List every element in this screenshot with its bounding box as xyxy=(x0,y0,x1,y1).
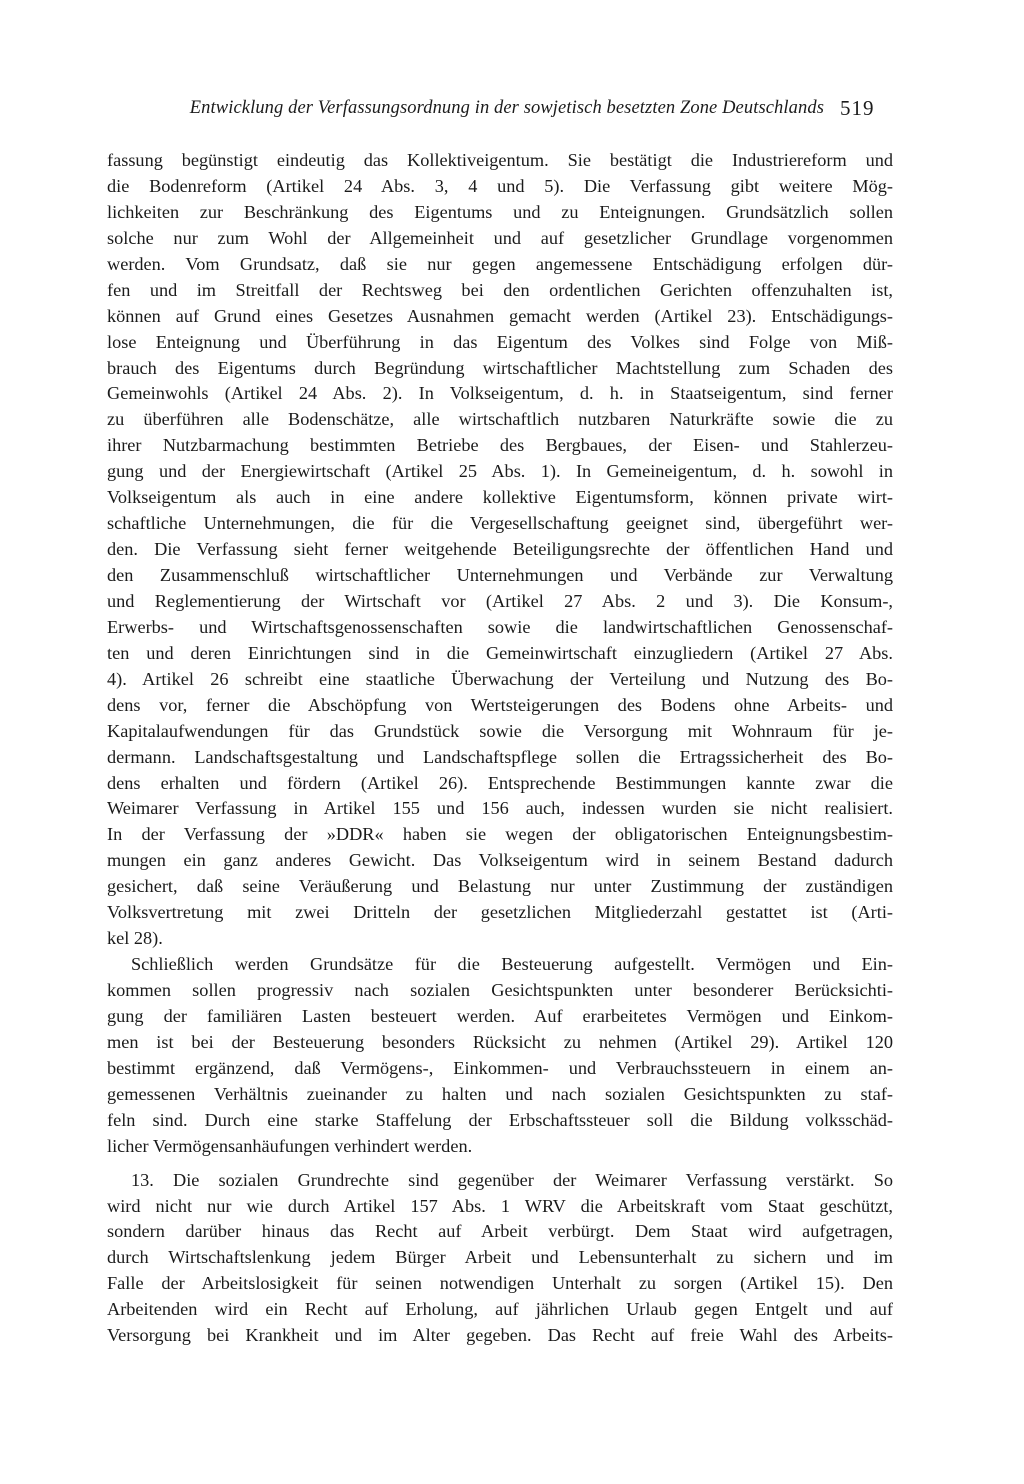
page-number: 519 xyxy=(840,96,875,120)
text-line: dens erhalten und fördern (Artikel 26). Entsprechende Bestimmungen kannte zwar die xyxy=(107,772,893,793)
text-line: gung der familiären Lasten besteuert werden. Auf erarbeitetes Vermögen und Einkom- xyxy=(107,1005,893,1026)
text-line: bestimmt ergänzend, daß Vermögens-, Einkommen- und Verbrauchssteuern in einem an- xyxy=(107,1057,893,1078)
text-line: 4). Artikel 26 schreibt eine staatliche Überwachung der Verteilung und Nutzung des Bo- xyxy=(107,668,893,689)
text-line: dens vor, ferner die Abschöpfung von Wertsteigerungen des Bodens ohne Arbeits- und xyxy=(107,694,893,715)
text-line: Volkseigentum als auch in eine andere kollektive Eigentumsform, können private wirt- xyxy=(107,487,893,508)
text-line: Gemeinwohls (Artikel 24 Abs. 2). In Volkseigentum, d. h. in Staatseigentum, sind ferner xyxy=(107,383,893,404)
body-text xyxy=(107,148,893,1349)
text-line: feln sind. Durch eine starke Staffelung der Erbschaftssteuer soll die Bildung volksschäd- xyxy=(107,1109,893,1130)
text-line: brauch des Eigentums durch Begründung wirtschaftlicher Machtstellung zum Schaden des xyxy=(107,357,893,378)
text-line: lichkeiten zur Beschränkung des Eigentums und zu Enteignungen. Grundsätzlich sollen xyxy=(107,201,893,222)
text-line: Weimarer Verfassung in Artikel 155 und 156 auch, indessen wurden sie nicht realisiert. xyxy=(107,798,893,819)
text-line: solche nur zum Wohl der Allgemeinheit und auf gesetzlicher Grundlage vorgenommen xyxy=(107,227,893,248)
text-line: mungen ein ganz anderes Gewicht. Das Volkseigentum wird in seinem Bestand dadurch xyxy=(107,850,893,871)
text-line: Volksvertretung mit zwei Dritteln der gesetzlichen Mitgliederzahl gestattet ist (Arti- xyxy=(107,902,893,923)
text-line: Arbeitenden wird ein Recht auf Erholung, auf jährlichen Urlaub gegen Entgelt und auf xyxy=(107,1299,893,1320)
text-line: können auf Grund eines Gesetzes Ausnahmen gemacht werden (Artikel 23). Entschädigungs- xyxy=(107,305,893,326)
running-title: Entwicklung der Verfassungsordnung in der sowjetisch besetzten Zone Deutschlands xyxy=(189,98,824,118)
text-line: Versorgung bei Krankheit und im Alter gegeben. Das Recht auf freie Wahl des Arbeits- xyxy=(107,1325,893,1346)
text-line: wird nicht nur wie durch Artikel 157 Abs. 1 WRV die Arbeitskraft vom Staat geschützt, xyxy=(107,1195,893,1216)
paragraph-3 xyxy=(107,1168,893,1350)
text-line: 13. Die sozialen Grundrechte sind gegenüber der Weimarer Verfassung verstärkt. So xyxy=(131,1169,893,1190)
text-line: Erwerbs- und Wirtschaftsgenossenschaften sowie die landwirtschaftlichen Genossenschaf- xyxy=(107,616,893,637)
text-line: ihrer Nutzbarmachung bestimmten Betriebe des Bergbaues, der Eisen- und Stahlerzeu- xyxy=(107,435,893,456)
text-line: die Bodenreform (Artikel 24 Abs. 3, 4 und 5). Die Verfassung gibt weitere Mög- xyxy=(107,175,893,196)
text-line: gemessenen Verhältnis zueinander zu halten und nach sozialen Gesichtspunkten zu staf- xyxy=(107,1083,893,1104)
text-line: den. Die Verfassung sieht ferner weitgehende Beteiligungsrechte der öffentlichen Hand und xyxy=(107,539,893,560)
text-line: fen und im Streitfall der Rechtsweg bei den ordentlichen Gerichten offenzuhalten ist, xyxy=(107,279,893,300)
text-line: gung und der Energiewirtschaft (Artikel 25 Abs. 1). In Gemeineigentum, d. h. sowohl in xyxy=(107,461,893,482)
text-line: kel 28). xyxy=(107,928,163,949)
text-line: licher Vermögensanhäufungen verhindert werden. xyxy=(107,1135,473,1156)
text-line: durch Wirtschaftslenkung jedem Bürger Arbeit und Lebensunterhalt zu sichern und im xyxy=(107,1247,893,1268)
paragraph-1 xyxy=(107,148,893,952)
text-line: sondern darüber hinaus das Recht auf Arbeit verbürgt. Dem Staat wird aufgetragen, xyxy=(107,1221,893,1242)
page-header xyxy=(0,96,1024,126)
text-line: Schließlich werden Grundsätze für die Besteuerung aufgestellt. Vermögen und Ein- xyxy=(131,954,893,975)
text-line: men ist bei der Besteuerung besonders Rücksicht zu nehmen (Artikel 29). Artikel 120 xyxy=(107,1031,893,1052)
text-line: den Zusammenschluß wirtschaftlicher Unternehmungen und Verbände zur Verwaltung xyxy=(107,565,893,585)
paragraph-gap xyxy=(107,1160,893,1168)
text-line: In der Verfassung der »DDR« haben sie wegen der obligatorischen Enteignungsbestim- xyxy=(107,824,893,845)
text-line: und Reglementierung der Wirtschaft vor (Artikel 27 Abs. 2 und 3). Die Konsum-, xyxy=(107,590,893,611)
paragraph-2 xyxy=(107,952,893,1160)
text-line: dermann. Landschaftsgestaltung und Landschaftspflege sollen die Ertragssicherheit des Bo- xyxy=(107,746,893,767)
text-line: kommen sollen progressiv nach sozialen Gesichtspunkten unter besonderer Berücksichti- xyxy=(107,980,893,1000)
text-line: fassung begünstigt eindeutig das Kollektiveigentum. Sie bestätigt die Industriereform und xyxy=(107,150,893,170)
text-line: schaftliche Unternehmungen, die für die Vergesellschaftung geeignet sind, übergeführt wer- xyxy=(107,513,893,534)
text-line: Kapitalaufwendungen für das Grundstück sowie die Versorgung mit Wohnraum für je- xyxy=(107,720,893,741)
text-line: werden. Vom Grundsatz, daß sie nur gegen angemessene Entschädigung erfolgen dür- xyxy=(107,253,893,274)
text-line: lose Enteignung und Überführung in das Eigentum des Volkes sind Folge von Miß- xyxy=(107,331,893,352)
text-line: gesichert, daß seine Veräußerung und Belastung nur unter Zustimmung der zuständigen xyxy=(107,876,893,897)
text-line: zu überführen alle Bodenschätze, alle wirtschaftlich nutzbaren Naturkräfte sowie die zu xyxy=(107,409,893,430)
text-line: Falle der Arbeitslosigkeit für seinen notwendigen Unterhalt zu sorgen (Artikel 15). Den xyxy=(107,1273,893,1294)
text-line: ten und deren Einrichtungen sind in die Gemeinwirtschaft einzugliedern (Artikel 27 Abs. xyxy=(107,642,893,663)
